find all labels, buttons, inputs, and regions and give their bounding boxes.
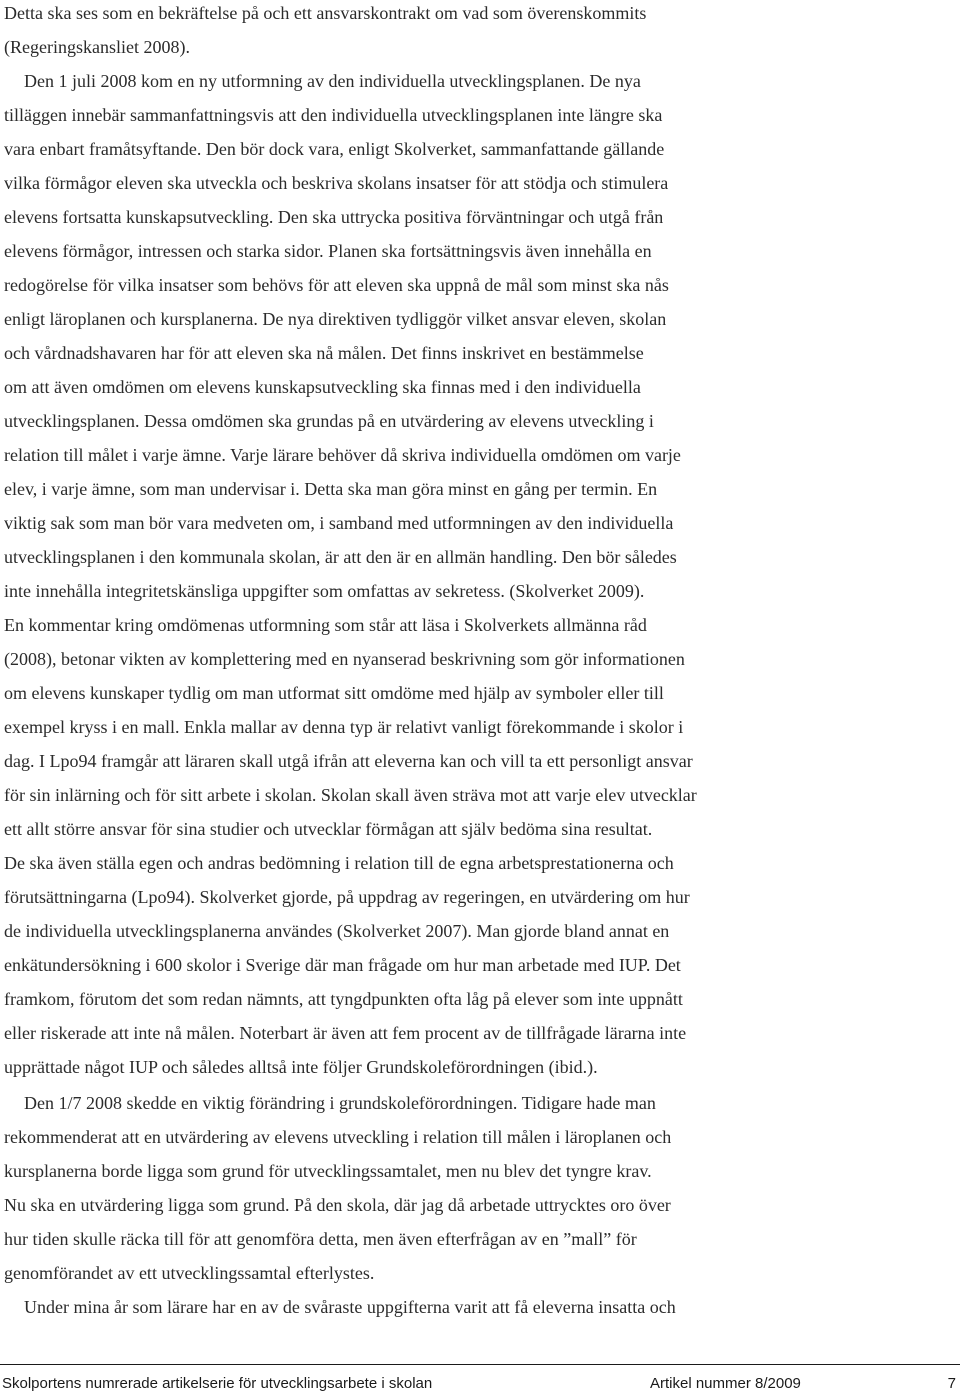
text-line: rekommenderat att en utvärdering av elevens utveckling i relation till målen i läroplanen och [4,1127,672,1147]
text-line: utvecklingsplanen. Dessa omdömen ska grundas på en utvärdering av elevens utveckling i [4,411,654,431]
text-line: enligt läroplanen och kursplanerna. De nya direktiven tydliggör vilket ansvar eleven, skolan [4,309,667,329]
text-line: elevens förmågor, intressen och starka sidor. Planen ska fortsättningsvis även innehålla en [4,241,652,261]
text-line: genomförandet av ett utvecklingssamtal efterlystes. [4,1263,375,1283]
text-line: (2008), betonar vikten av komplettering med en nyanserad beskrivning som gör informationen [4,649,685,669]
text-line: utvecklingsplanen i den kommunala skolan, är att den är en allmän handling. Den bör således [4,547,677,567]
text-line: kursplanerna borde ligga som grund för utvecklingssamtalet, men nu blev det tyngre krav. [4,1161,652,1181]
text-line: relation till målet i varje ämne. Varje lärare behöver då skriva individuella omdömen om varje [4,445,681,465]
text-line: framkom, förutom det som redan nämnts, att tyngdpunkten ofta låg på elever som inte uppnått [4,989,683,1009]
footer-article-number: Artikel nummer 8/2009 [650,1375,801,1392]
text-line: De ska även ställa egen och andras bedömning i relation till de egna arbetsprestationerna och [4,853,674,873]
text-line: elev, i varje ämne, som man undervisar i. Detta ska man göra minst en gång per termin. En [4,479,658,499]
text-line: elevens fortsatta kunskapsutveckling. Den ska uttrycka positiva förväntningar och utgå från [4,207,664,227]
text-line: de individuella utvecklingsplanerna användes (Skolverket 2007). Man gjorde bland annat en [4,921,670,941]
text-line: om att även omdömen om elevens kunskapsutveckling ska finnas med i den individuella [4,377,641,397]
footer-series-title: Skolportens numrerade artikelserie för utvecklingsarbete i skolan [2,1375,433,1392]
text-line: inte innehålla integritetskänsliga uppgifter som omfattas av sekretess. (Skolverket 2009). [4,581,645,601]
text-line: Detta ska ses som en bekräftelse på och ett ansvarskontrakt om vad som överenskommits [4,3,647,23]
text-line: dag. I Lpo94 framgår att läraren skall utgå ifrån att eleverna kan och vill ta ett personligt ansvar [4,751,693,771]
page-number: 7 [947,1375,956,1392]
text-line: Den 1 juli 2008 kom en ny utformning av den individuella utvecklingsplanen. De nya [24,71,641,91]
text-line: tilläggen innebär sammanfattningsvis att den individuella utvecklingsplanen inte längre ska [4,105,663,125]
text-line: En kommentar kring omdömenas utformning som står att läsa i Skolverkets allmänna råd [4,615,647,635]
text-line: eller riskerade att inte nå målen. Noterbart är även att fem procent av de tillfrågade lärarna inte [4,1023,687,1043]
text-line: vara enbart framåtsyftande. Den bör dock vara, enligt Skolverket, sammanfattande gällande [4,139,665,159]
text-line: ett allt större ansvar för sina studier och utvecklar förmågan att själv bedöma sina resultat. [4,819,653,839]
text-line: hur tiden skulle räcka till för att genomföra detta, men även efterfrågan av en ”mall” för [4,1229,637,1249]
text-line: Den 1/7 2008 skedde en viktig förändring i grundskoleförordningen. Tidigare hade man [24,1093,656,1113]
footer-divider [0,1364,960,1365]
text-line: vilka förmågor eleven ska utveckla och beskriva skolans insatser för att stödja och stimulera [4,173,669,193]
text-line: och vårdnadshavaren har för att eleven ska nå målen. Det finns inskrivet en bestämmelse [4,343,644,363]
text-line: upprättade något IUP och således alltså inte följer Grundskoleförordningen (ibid.). [4,1057,598,1077]
text-line: Nu ska en utvärdering ligga som grund. På den skola, där jag då arbetade uttrycktes oro över [4,1195,671,1215]
text-line: om elevens kunskaper tydlig om man utformat sitt omdöme med hjälp av symboler eller till [4,683,664,703]
text-line: enkätundersökning i 600 skolor i Sverige där man frågade om hur man arbetade med IUP. Det [4,955,681,975]
text-line: exempel kryss i en mall. Enkla mallar av denna typ är relativt vanligt förekommande i skolor i [4,717,684,737]
text-line: (Regeringskansliet 2008). [4,37,190,57]
text-line: Under mina år som lärare har en av de svåraste uppgifterna varit att få eleverna insatta och [24,1297,676,1317]
text-line: förutsättningarna (Lpo94). Skolverket gjorde, på uppdrag av regeringen, en utvärdering om hur [4,887,690,907]
text-line: redogörelse för vilka insatser som behövs för att eleven ska uppnå de mål som minst ska nås [4,275,669,295]
text-line: viktig sak som man bör vara medveten om, i samband med utformningen av den individuella [4,513,674,533]
text-line: för sin inlärning och för sitt arbete i skolan. Skolan skall även sträva mot att varje elev utvecklar [4,785,697,805]
